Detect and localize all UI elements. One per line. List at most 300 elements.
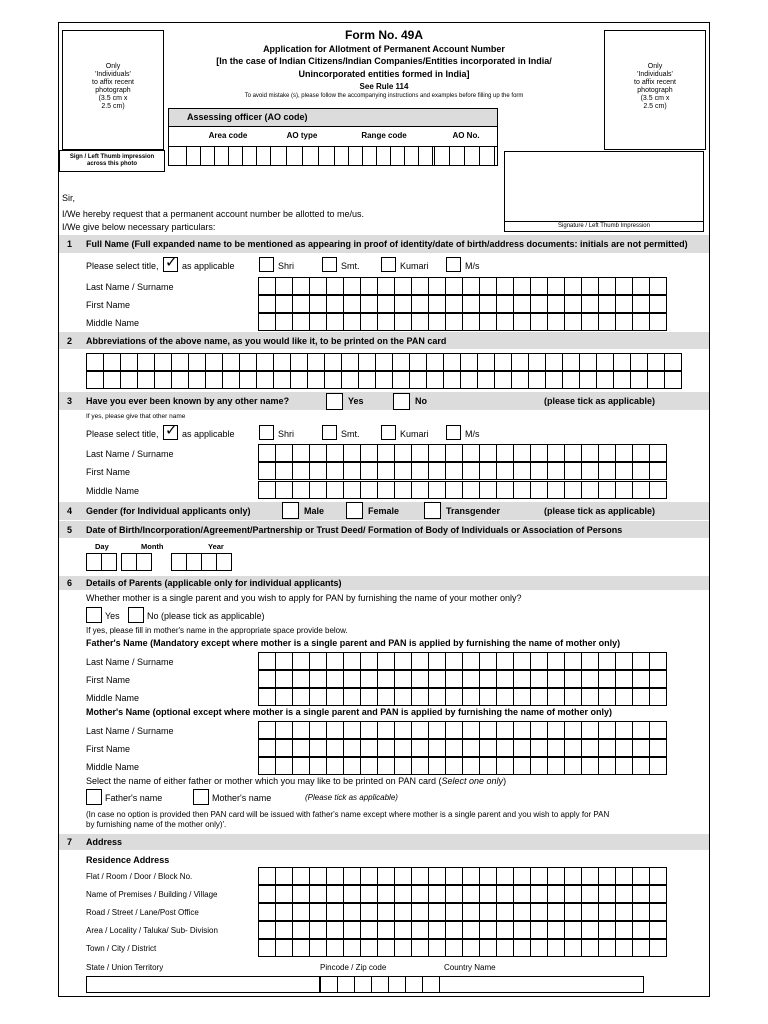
s7-town-cell[interactable] (309, 939, 327, 957)
s7-premises-cell[interactable] (649, 885, 667, 903)
s2-abbreviation-row1-cell[interactable] (171, 353, 189, 371)
s6-mother-middle-name-cell[interactable] (513, 757, 531, 775)
s6-father-first-name-cell[interactable] (343, 670, 361, 688)
s3-middle-name-cell[interactable] (360, 481, 378, 499)
s6-father-middle-name-cell[interactable] (547, 688, 565, 706)
s6-mother-first-name-cell[interactable] (445, 739, 463, 757)
s3-first-name-cell[interactable] (479, 462, 497, 480)
s6-father-last-name-cell[interactable] (258, 652, 276, 670)
s2-abbreviation-row2-cell[interactable] (511, 371, 529, 389)
s6-mother-middle-name-cell[interactable] (598, 757, 616, 775)
s3-middle-name-cell[interactable] (649, 481, 667, 499)
s1-last-name-cell[interactable] (326, 277, 344, 295)
s6-mother-last-name-cell[interactable] (292, 721, 310, 739)
s6-father-last-name-cell[interactable] (632, 652, 650, 670)
s7-road-cell[interactable] (394, 903, 412, 921)
s5-year-cell[interactable] (171, 553, 187, 571)
s7-flat-cell[interactable] (615, 867, 633, 885)
s6-father-last-name-cell[interactable] (496, 652, 514, 670)
s6-father-middle-name-cell[interactable] (275, 688, 293, 706)
s7-pincode-cell[interactable] (320, 976, 338, 993)
s1-first-name-cell[interactable] (445, 295, 463, 313)
s6-father-last-name-cell[interactable] (581, 652, 599, 670)
ao-no-cell[interactable] (464, 146, 480, 166)
s7-road-cell[interactable] (513, 903, 531, 921)
s3-first-name-cell[interactable] (547, 462, 565, 480)
s3-middle-name-cell[interactable] (496, 481, 514, 499)
s6-father-last-name-cell[interactable] (598, 652, 616, 670)
s2-abbreviation-row1-cell[interactable] (324, 353, 342, 371)
s6-mother-first-name-cell[interactable] (292, 739, 310, 757)
s7-premises-cell[interactable] (428, 885, 446, 903)
s7-premises-cell[interactable] (496, 885, 514, 903)
s6-mother-middle-name-cell[interactable] (649, 757, 667, 775)
s1-first-name-cell[interactable] (581, 295, 599, 313)
s6-father-first-name-cell[interactable] (615, 670, 633, 688)
s6-father-last-name-cell[interactable] (428, 652, 446, 670)
s6-father-first-name-cell[interactable] (377, 670, 395, 688)
s2-abbreviation-row2-cell[interactable] (358, 371, 376, 389)
s3-first-name-cell[interactable] (632, 462, 650, 480)
s1-first-name-cell[interactable] (309, 295, 327, 313)
s6-father-first-name-cell[interactable] (411, 670, 429, 688)
ao-area-code-cell[interactable] (186, 146, 201, 166)
s3-title-kumari-checkbox[interactable] (381, 425, 396, 440)
s6-father-first-name-cell[interactable] (496, 670, 514, 688)
s3-last-name-cell[interactable] (292, 444, 310, 462)
s7-premises-cell[interactable] (411, 885, 429, 903)
s7-pincode-cell[interactable] (337, 976, 355, 993)
s2-abbreviation-row1-cell[interactable] (375, 353, 393, 371)
s2-abbreviation-row1-cell[interactable] (596, 353, 614, 371)
s6-father-first-name-cell[interactable] (598, 670, 616, 688)
s7-road-cell[interactable] (632, 903, 650, 921)
s1-middle-name-cell[interactable] (649, 313, 667, 331)
s7-road-cell[interactable] (326, 903, 344, 921)
s1-first-name-cell[interactable] (394, 295, 412, 313)
s6-father-middle-name-cell[interactable] (326, 688, 344, 706)
s3-last-name-cell[interactable] (428, 444, 446, 462)
s7-flat-cell[interactable] (360, 867, 378, 885)
s1-title-ms-checkbox[interactable] (446, 257, 461, 272)
s3-title-ms-checkbox[interactable] (446, 425, 461, 440)
s6-mother-last-name-cell[interactable] (513, 721, 531, 739)
signature-box[interactable] (504, 151, 704, 232)
s7-road-cell[interactable] (547, 903, 565, 921)
s3-last-name-cell[interactable] (377, 444, 395, 462)
s1-middle-name-cell[interactable] (258, 313, 276, 331)
s3-last-name-cell[interactable] (360, 444, 378, 462)
s2-abbreviation-row1-cell[interactable] (222, 353, 240, 371)
s1-first-name-cell[interactable] (326, 295, 344, 313)
s6-father-first-name-cell[interactable] (479, 670, 497, 688)
s6-mother-first-name-cell[interactable] (513, 739, 531, 757)
s1-first-name-cell[interactable] (258, 295, 276, 313)
s6-mother-first-name-cell[interactable] (496, 739, 514, 757)
s7-town-cell[interactable] (530, 939, 548, 957)
s6-father-middle-name-cell[interactable] (428, 688, 446, 706)
s2-abbreviation-row2-cell[interactable] (613, 371, 631, 389)
s6-father-first-name-cell[interactable] (360, 670, 378, 688)
s1-last-name-cell[interactable] (547, 277, 565, 295)
s2-abbreviation-row2-cell[interactable] (375, 371, 393, 389)
s6-father-first-name-cell[interactable] (513, 670, 531, 688)
s7-road-cell[interactable] (649, 903, 667, 921)
s6-father-first-name-cell[interactable] (445, 670, 463, 688)
s7-road-cell[interactable] (615, 903, 633, 921)
s7-flat-cell[interactable] (513, 867, 531, 885)
s6-mother-last-name-cell[interactable] (479, 721, 497, 739)
s1-first-name-cell[interactable] (598, 295, 616, 313)
s6-father-middle-name-cell[interactable] (292, 688, 310, 706)
s7-road-cell[interactable] (343, 903, 361, 921)
s1-first-name-cell[interactable] (530, 295, 548, 313)
s7-premises-cell[interactable] (275, 885, 293, 903)
s6-father-first-name-cell[interactable] (309, 670, 327, 688)
s3-last-name-cell[interactable] (479, 444, 497, 462)
s1-middle-name-cell[interactable] (547, 313, 565, 331)
s3-middle-name-cell[interactable] (411, 481, 429, 499)
s6-mother-last-name-cell[interactable] (258, 721, 276, 739)
s3-title-shri-checkbox[interactable] (259, 425, 274, 440)
s3-first-name-cell[interactable] (564, 462, 582, 480)
s2-abbreviation-row2-cell[interactable] (477, 371, 495, 389)
s3-middle-name-cell[interactable] (513, 481, 531, 499)
s3-first-name-cell[interactable] (581, 462, 599, 480)
s6-mother-middle-name-cell[interactable] (581, 757, 599, 775)
s3-last-name-cell[interactable] (445, 444, 463, 462)
s1-title-kumari-checkbox[interactable] (381, 257, 396, 272)
s2-abbreviation-row1-cell[interactable] (562, 353, 580, 371)
s1-last-name-cell[interactable] (309, 277, 327, 295)
s2-abbreviation-row1-cell[interactable] (392, 353, 410, 371)
s1-last-name-cell[interactable] (564, 277, 582, 295)
s1-last-name-cell[interactable] (377, 277, 395, 295)
s5-day-cell[interactable] (86, 553, 102, 571)
s6-mother-middle-name-cell[interactable] (479, 757, 497, 775)
s6-father-middle-name-cell[interactable] (479, 688, 497, 706)
s1-last-name-cell[interactable] (479, 277, 497, 295)
s3-title-smt-checkbox[interactable] (322, 425, 337, 440)
ao-area-code-cell[interactable] (200, 146, 215, 166)
s2-abbreviation-row2-cell[interactable] (188, 371, 206, 389)
s1-last-name-cell[interactable] (530, 277, 548, 295)
s2-abbreviation-row2-cell[interactable] (409, 371, 427, 389)
s7-flat-cell[interactable] (598, 867, 616, 885)
s7-town-cell[interactable] (564, 939, 582, 957)
s3-first-name-cell[interactable] (598, 462, 616, 480)
s7-flat-cell[interactable] (547, 867, 565, 885)
s7-flat-cell[interactable] (649, 867, 667, 885)
s2-abbreviation-row1-cell[interactable] (86, 353, 104, 371)
s3-last-name-cell[interactable] (530, 444, 548, 462)
s1-first-name-cell[interactable] (462, 295, 480, 313)
s7-premises-cell[interactable] (326, 885, 344, 903)
s1-middle-name-cell[interactable] (598, 313, 616, 331)
s6-mother-last-name-cell[interactable] (428, 721, 446, 739)
ao-range-code-cell[interactable] (334, 146, 349, 166)
s7-flat-cell[interactable] (530, 867, 548, 885)
s6-mother-first-name-cell[interactable] (649, 739, 667, 757)
s2-abbreviation-row2-cell[interactable] (443, 371, 461, 389)
s7-town-cell[interactable] (394, 939, 412, 957)
s6-mother-first-name-cell[interactable] (343, 739, 361, 757)
s1-middle-name-cell[interactable] (530, 313, 548, 331)
s1-first-name-cell[interactable] (377, 295, 395, 313)
s7-area-cell[interactable] (292, 921, 310, 939)
s3-middle-name-cell[interactable] (292, 481, 310, 499)
s3-first-name-cell[interactable] (326, 462, 344, 480)
s7-area-cell[interactable] (258, 921, 276, 939)
s6-mother-last-name-cell[interactable] (326, 721, 344, 739)
s3-middle-name-cell[interactable] (547, 481, 565, 499)
s6-mother-middle-name-cell[interactable] (564, 757, 582, 775)
s7-premises-cell[interactable] (581, 885, 599, 903)
s3-last-name-cell[interactable] (496, 444, 514, 462)
s1-middle-name-cell[interactable] (411, 313, 429, 331)
s3-middle-name-cell[interactable] (377, 481, 395, 499)
s6-father-middle-name-cell[interactable] (598, 688, 616, 706)
s3-last-name-cell[interactable] (615, 444, 633, 462)
s7-road-cell[interactable] (428, 903, 446, 921)
s6-mothers-name-checkbox[interactable] (193, 789, 209, 805)
s6-mother-middle-name-cell[interactable] (343, 757, 361, 775)
s6-mother-first-name-cell[interactable] (428, 739, 446, 757)
s6-mother-last-name-cell[interactable] (564, 721, 582, 739)
s6-mother-last-name-cell[interactable] (496, 721, 514, 739)
s7-area-cell[interactable] (326, 921, 344, 939)
ao-no-cell[interactable] (434, 146, 450, 166)
s6-father-last-name-cell[interactable] (462, 652, 480, 670)
s1-middle-name-cell[interactable] (462, 313, 480, 331)
s6-mother-middle-name-cell[interactable] (360, 757, 378, 775)
s6-father-middle-name-cell[interactable] (513, 688, 531, 706)
s7-premises-cell[interactable] (615, 885, 633, 903)
s7-flat-cell[interactable] (258, 867, 276, 885)
s1-last-name-cell[interactable] (275, 277, 293, 295)
s6-mother-first-name-cell[interactable] (547, 739, 565, 757)
s1-first-name-cell[interactable] (513, 295, 531, 313)
s1-last-name-cell[interactable] (411, 277, 429, 295)
s7-town-cell[interactable] (411, 939, 429, 957)
s7-town-cell[interactable] (632, 939, 650, 957)
s6-mother-last-name-cell[interactable] (309, 721, 327, 739)
s6-mother-first-name-cell[interactable] (462, 739, 480, 757)
s7-town-cell[interactable] (598, 939, 616, 957)
s6-fathers-name-checkbox[interactable] (86, 789, 102, 805)
s7-premises-cell[interactable] (598, 885, 616, 903)
s7-town-cell[interactable] (377, 939, 395, 957)
s2-abbreviation-row1-cell[interactable] (256, 353, 274, 371)
s7-flat-cell[interactable] (343, 867, 361, 885)
s3-middle-name-cell[interactable] (581, 481, 599, 499)
s6-mother-middle-name-cell[interactable] (326, 757, 344, 775)
s3-first-name-cell[interactable] (530, 462, 548, 480)
s3-first-name-cell[interactable] (275, 462, 293, 480)
s3-middle-name-cell[interactable] (326, 481, 344, 499)
s7-town-cell[interactable] (292, 939, 310, 957)
s7-town-cell[interactable] (343, 939, 361, 957)
s5-day-cell[interactable] (101, 553, 117, 571)
s2-abbreviation-row1-cell[interactable] (137, 353, 155, 371)
s7-country-input[interactable] (438, 976, 644, 993)
s7-pincode-cell[interactable] (405, 976, 423, 993)
s3-first-name-cell[interactable] (394, 462, 412, 480)
s7-area-cell[interactable] (309, 921, 327, 939)
s6-mother-middle-name-cell[interactable] (258, 757, 276, 775)
ao-no-cell[interactable] (479, 146, 495, 166)
s2-abbreviation-row2-cell[interactable] (154, 371, 172, 389)
s7-area-cell[interactable] (462, 921, 480, 939)
s6-mother-last-name-cell[interactable] (530, 721, 548, 739)
s7-area-cell[interactable] (343, 921, 361, 939)
s7-premises-cell[interactable] (343, 885, 361, 903)
s7-flat-cell[interactable] (632, 867, 650, 885)
s6-father-first-name-cell[interactable] (581, 670, 599, 688)
s3-first-name-cell[interactable] (496, 462, 514, 480)
s3-last-name-cell[interactable] (649, 444, 667, 462)
s6-mother-first-name-cell[interactable] (615, 739, 633, 757)
s7-town-cell[interactable] (275, 939, 293, 957)
s6-mother-first-name-cell[interactable] (479, 739, 497, 757)
s7-road-cell[interactable] (411, 903, 429, 921)
s3-middle-name-cell[interactable] (445, 481, 463, 499)
s3-last-name-cell[interactable] (309, 444, 327, 462)
s7-area-cell[interactable] (513, 921, 531, 939)
s2-abbreviation-row2-cell[interactable] (86, 371, 104, 389)
s7-area-cell[interactable] (615, 921, 633, 939)
s6-mother-last-name-cell[interactable] (377, 721, 395, 739)
s6-mother-first-name-cell[interactable] (377, 739, 395, 757)
s1-middle-name-cell[interactable] (360, 313, 378, 331)
s7-flat-cell[interactable] (275, 867, 293, 885)
s7-premises-cell[interactable] (547, 885, 565, 903)
s7-area-cell[interactable] (649, 921, 667, 939)
s7-area-cell[interactable] (547, 921, 565, 939)
s7-road-cell[interactable] (496, 903, 514, 921)
s6-father-middle-name-cell[interactable] (649, 688, 667, 706)
s6-mother-middle-name-cell[interactable] (445, 757, 463, 775)
s6-mother-first-name-cell[interactable] (258, 739, 276, 757)
ao-type-cell[interactable] (286, 146, 303, 166)
s1-last-name-cell[interactable] (360, 277, 378, 295)
s7-flat-cell[interactable] (309, 867, 327, 885)
ao-type-cell[interactable] (270, 146, 287, 166)
s3-middle-name-cell[interactable] (462, 481, 480, 499)
s6-father-first-name-cell[interactable] (428, 670, 446, 688)
s2-abbreviation-row2-cell[interactable] (103, 371, 121, 389)
s2-abbreviation-row2-cell[interactable] (307, 371, 325, 389)
s2-abbreviation-row2-cell[interactable] (222, 371, 240, 389)
s5-year-cell[interactable] (201, 553, 217, 571)
s7-premises-cell[interactable] (530, 885, 548, 903)
s1-middle-name-cell[interactable] (513, 313, 531, 331)
s7-town-cell[interactable] (462, 939, 480, 957)
s3-last-name-cell[interactable] (275, 444, 293, 462)
s2-abbreviation-row2-cell[interactable] (647, 371, 665, 389)
s1-middle-name-cell[interactable] (479, 313, 497, 331)
s2-abbreviation-row2-cell[interactable] (545, 371, 563, 389)
s3-middle-name-cell[interactable] (615, 481, 633, 499)
s3-middle-name-cell[interactable] (275, 481, 293, 499)
s7-town-cell[interactable] (258, 939, 276, 957)
s7-area-cell[interactable] (360, 921, 378, 939)
s1-first-name-cell[interactable] (649, 295, 667, 313)
s2-abbreviation-row1-cell[interactable] (120, 353, 138, 371)
s7-area-cell[interactable] (581, 921, 599, 939)
s1-last-name-cell[interactable] (428, 277, 446, 295)
s5-month-cell[interactable] (121, 553, 137, 571)
s7-town-cell[interactable] (479, 939, 497, 957)
s6-mother-first-name-cell[interactable] (360, 739, 378, 757)
s6-father-first-name-cell[interactable] (326, 670, 344, 688)
ao-area-code-cell[interactable] (242, 146, 257, 166)
s6-father-middle-name-cell[interactable] (445, 688, 463, 706)
s3-first-name-cell[interactable] (258, 462, 276, 480)
s6-father-last-name-cell[interactable] (547, 652, 565, 670)
s3-middle-name-cell[interactable] (598, 481, 616, 499)
s6-father-middle-name-cell[interactable] (377, 688, 395, 706)
s1-last-name-cell[interactable] (258, 277, 276, 295)
s6-father-first-name-cell[interactable] (292, 670, 310, 688)
s2-abbreviation-row2-cell[interactable] (273, 371, 291, 389)
s3-middle-name-cell[interactable] (258, 481, 276, 499)
s2-abbreviation-row2-cell[interactable] (171, 371, 189, 389)
s6-mother-last-name-cell[interactable] (632, 721, 650, 739)
s1-first-name-cell[interactable] (428, 295, 446, 313)
s3-first-name-cell[interactable] (292, 462, 310, 480)
s3-middle-name-cell[interactable] (564, 481, 582, 499)
s2-abbreviation-row1-cell[interactable] (341, 353, 359, 371)
s7-premises-cell[interactable] (377, 885, 395, 903)
s3-middle-name-cell[interactable] (394, 481, 412, 499)
s6-father-last-name-cell[interactable] (564, 652, 582, 670)
s6-father-last-name-cell[interactable] (394, 652, 412, 670)
s6-mother-last-name-cell[interactable] (445, 721, 463, 739)
s6-mother-first-name-cell[interactable] (632, 739, 650, 757)
s7-flat-cell[interactable] (564, 867, 582, 885)
s7-area-cell[interactable] (377, 921, 395, 939)
s1-first-name-cell[interactable] (564, 295, 582, 313)
ao-range-code-cell[interactable] (390, 146, 405, 166)
s2-abbreviation-row1-cell[interactable] (273, 353, 291, 371)
s2-abbreviation-row1-cell[interactable] (426, 353, 444, 371)
s2-abbreviation-row1-cell[interactable] (477, 353, 495, 371)
s2-abbreviation-row1-cell[interactable] (647, 353, 665, 371)
s3-last-name-cell[interactable] (258, 444, 276, 462)
s3-first-name-cell[interactable] (343, 462, 361, 480)
s2-abbreviation-row1-cell[interactable] (460, 353, 478, 371)
s1-first-name-cell[interactable] (632, 295, 650, 313)
s7-area-cell[interactable] (445, 921, 463, 939)
s1-last-name-cell[interactable] (632, 277, 650, 295)
s6-father-last-name-cell[interactable] (326, 652, 344, 670)
s1-title-smt-checkbox[interactable] (322, 257, 337, 272)
s6-father-last-name-cell[interactable] (513, 652, 531, 670)
ao-range-code-cell[interactable] (418, 146, 433, 166)
s3-first-name-cell[interactable] (360, 462, 378, 480)
s7-premises-cell[interactable] (479, 885, 497, 903)
s2-abbreviation-row1-cell[interactable] (290, 353, 308, 371)
s1-middle-name-cell[interactable] (632, 313, 650, 331)
s7-flat-cell[interactable] (292, 867, 310, 885)
s7-area-cell[interactable] (394, 921, 412, 939)
s6-mother-middle-name-cell[interactable] (309, 757, 327, 775)
s3-first-name-cell[interactable] (377, 462, 395, 480)
s1-middle-name-cell[interactable] (309, 313, 327, 331)
s6-mother-last-name-cell[interactable] (581, 721, 599, 739)
ao-area-code-cell[interactable] (214, 146, 229, 166)
